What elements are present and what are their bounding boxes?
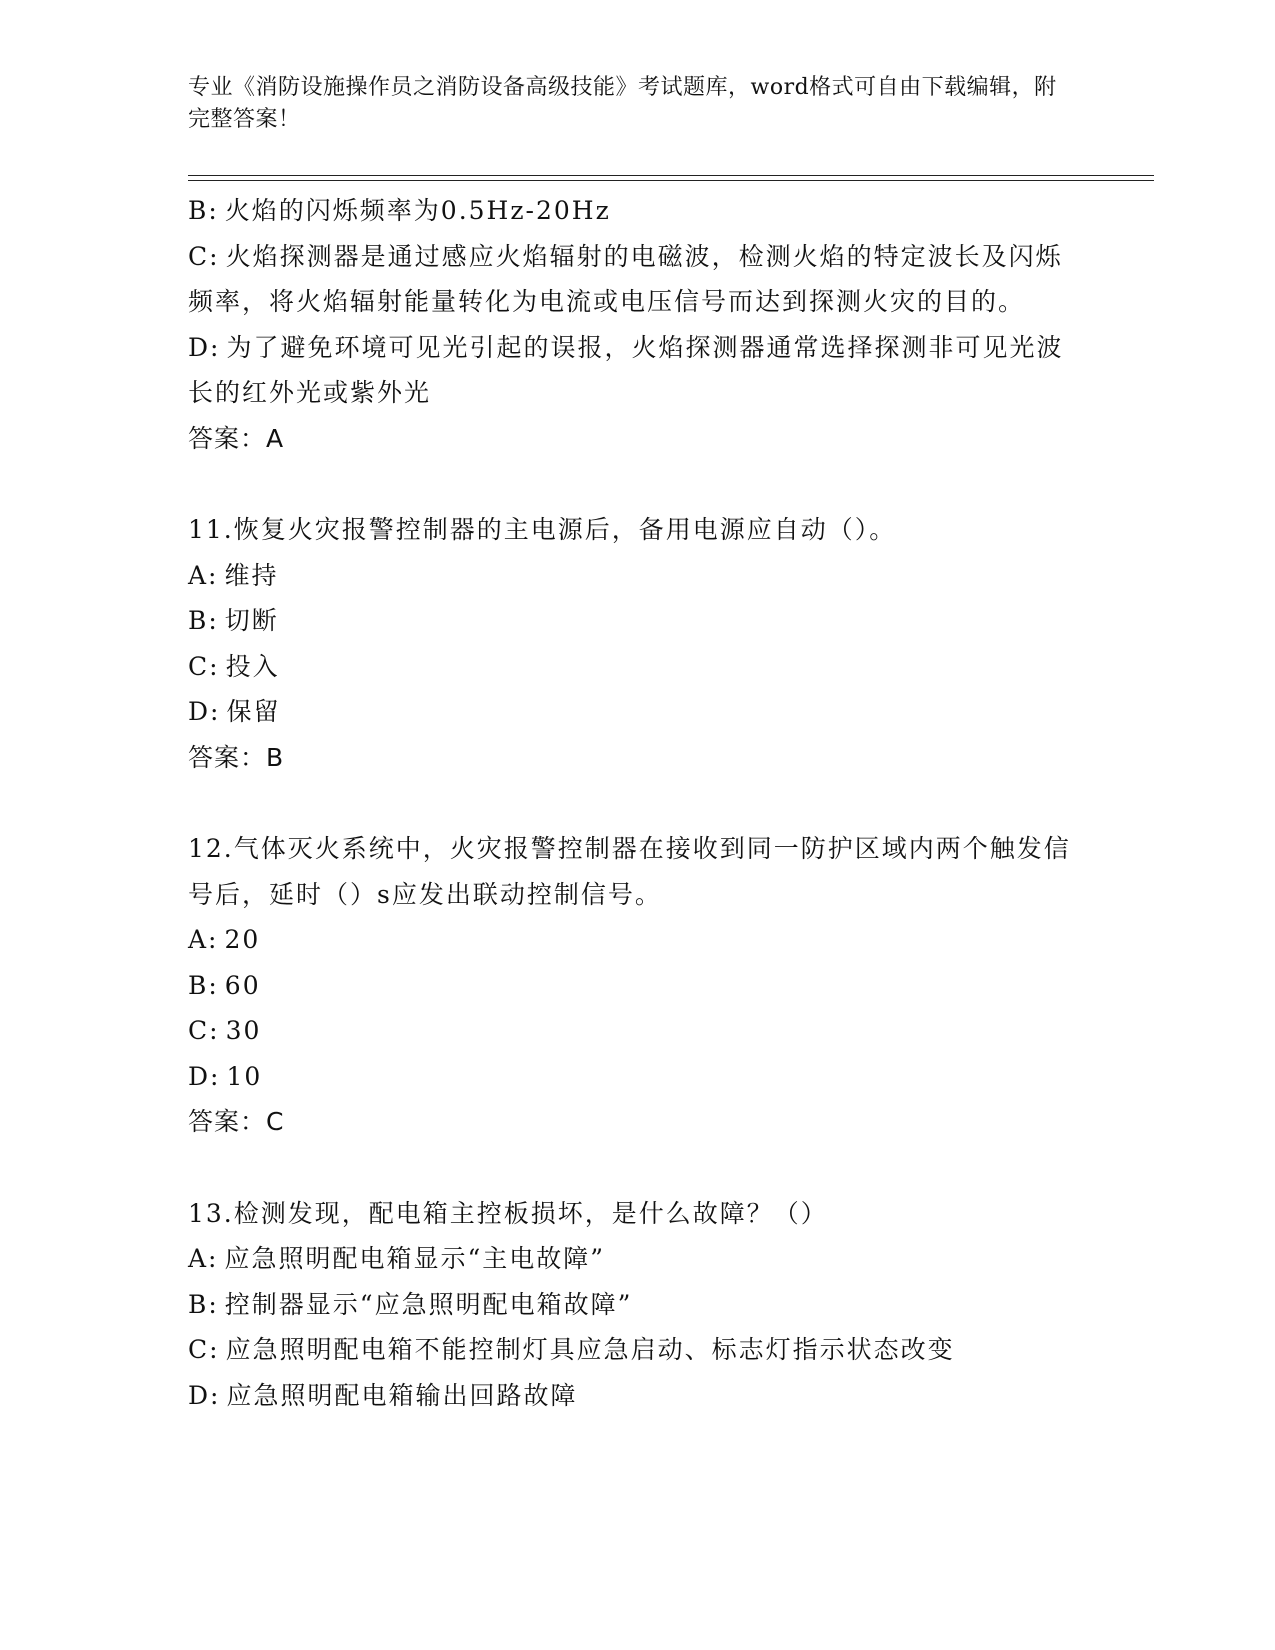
option-label: A: — [188, 560, 219, 590]
option-text: 火焰探测器是通过感应火焰辐射的电磁波，检测火焰的特定波长及闪烁频率，将火焰辐射能量转化为电流或电压信号而达到探测火灾的目的。 — [188, 241, 1063, 316]
option-b — [188, 963, 1088, 1009]
option-label: A: — [188, 925, 219, 954]
option-label: A: — [188, 1244, 219, 1273]
option-b — [188, 1282, 1088, 1328]
option-a — [188, 917, 1088, 963]
option-a — [188, 553, 1088, 599]
option-label: B: — [188, 1289, 219, 1319]
answer-line: 答案：C — [188, 1107, 285, 1136]
question-12 — [188, 826, 1088, 1145]
option-c — [188, 1327, 1088, 1373]
option-label: C: — [188, 1016, 220, 1045]
option-text: 为了避免环境可见光引起的误报，火焰探测器通常选择探测非可见光波长的红外光或紫外光 — [188, 332, 1064, 407]
option-text: 投入 — [225, 651, 280, 681]
question-content — [188, 188, 1088, 1418]
option-label: D: — [188, 332, 221, 362]
option-text: 30 — [225, 1016, 262, 1045]
question-11 — [188, 507, 1088, 780]
answer-line: 答案：A — [188, 423, 285, 453]
option-text: 10 — [226, 1061, 263, 1091]
option-text: 保留 — [226, 697, 281, 726]
option-c — [188, 1008, 1088, 1054]
option-label: B: — [188, 970, 219, 1000]
option-label: C: — [188, 1335, 220, 1364]
option-label: B: — [188, 196, 219, 225]
option-d — [188, 1373, 1088, 1419]
header-divider-top — [188, 175, 1154, 176]
option-label: D: — [188, 1061, 221, 1091]
option-text: 应急照明配电箱输出回路故障 — [226, 1380, 578, 1410]
option-text: 20 — [224, 925, 261, 954]
document-header: 专业《消防设施操作员之消防设备高级技能》考试题库，word格式可自由下载编辑，附完整答案！ — [188, 75, 1057, 132]
option-c — [188, 234, 1088, 325]
option-a — [188, 1236, 1088, 1282]
option-text: 控制器显示“应急照明配电箱故障” — [224, 1289, 633, 1319]
option-label: C: — [188, 241, 220, 271]
question-13 — [188, 1191, 1088, 1419]
option-d — [188, 1054, 1088, 1100]
option-c — [188, 644, 1088, 690]
option-text: 火焰的闪烁频率为0.5Hz-20Hz — [224, 196, 611, 225]
option-label: D: — [188, 1380, 221, 1410]
option-label: B: — [188, 606, 219, 635]
option-label: D: — [188, 697, 221, 726]
option-b — [188, 598, 1088, 644]
option-text: 应急照明配电箱显示“主电故障” — [224, 1244, 606, 1273]
question-stem: 13.检测发现，配电箱主控板损坏，是什么故障？（） — [188, 1198, 828, 1228]
answer-line: 答案：B — [188, 742, 285, 772]
option-text: 维持 — [224, 560, 279, 590]
option-text: 应急照明配电箱不能控制灯具应急启动、标志灯指示状态改变 — [225, 1335, 955, 1364]
option-b — [188, 188, 1088, 234]
option-d — [188, 325, 1088, 416]
question-stem: 11.恢复火灾报警控制器的主电源后，备用电源应自动（）。 — [188, 515, 897, 544]
prev-question-block — [188, 188, 1088, 461]
option-text: 60 — [224, 970, 261, 1000]
header-divider-bottom — [188, 180, 1154, 181]
option-text: 切断 — [224, 606, 279, 635]
question-stem: 12.气体灭火系统中，火灾报警控制器在接收到同一防护区域内两个触发信号后，延时（）s应发出联动控制信号。 — [188, 834, 1071, 909]
option-d — [188, 689, 1088, 735]
option-label: C: — [188, 651, 220, 681]
